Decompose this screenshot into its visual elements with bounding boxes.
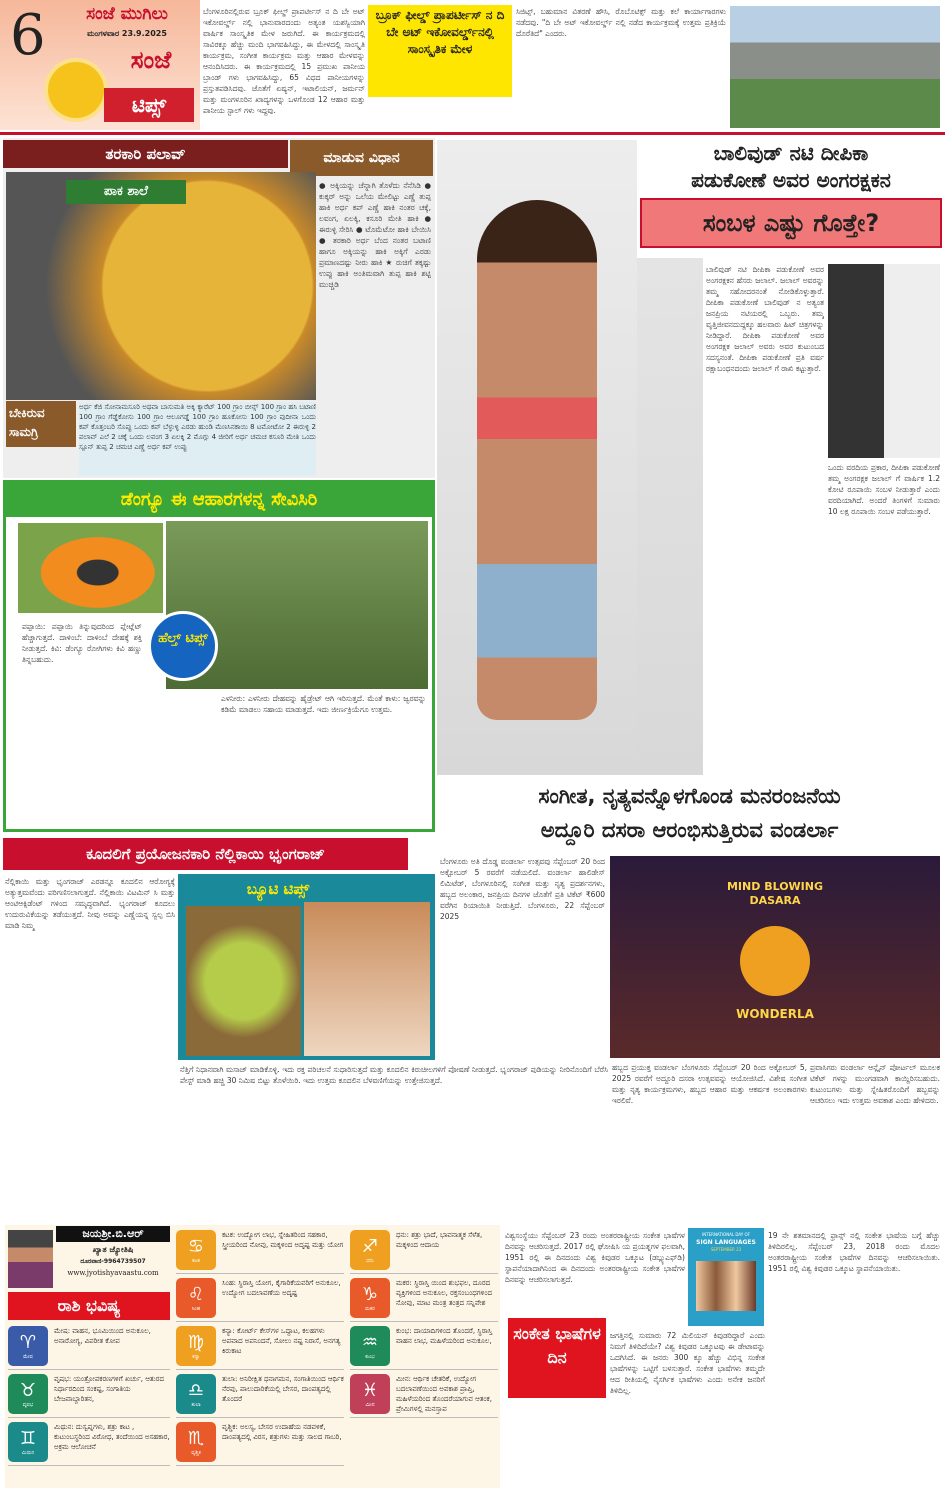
zodiac-icon [350, 1326, 390, 1366]
zodiac-name: ವೃಶ್ಚಿಕ [191, 1449, 201, 1456]
issue-date: ಮಂಗಳವಾರ 23.9.2025 [87, 29, 167, 38]
poster-line-2: SIGN LANGUAGES [696, 1239, 756, 1246]
divider [0, 132, 945, 135]
zodiac-icon [176, 1326, 216, 1366]
dasara-body-1: ಬೆಂಗಳೂರು ಅತಿ ದೊಡ್ಡ ವಂಡರ್ಲಾ ಉತ್ಸವವು ಸೆಪ್ಟೆಂಬರ್ 20 ರಿಂದ ಅಕ್ಟೋಬರ್ 5 ರವರೆಗೆ ನಡೆಯಲಿದೆ. ವಂಡರ್ಲಾ ಹಾಲಿಡೇಸ್ ಲಿಮಿಟೆಡ್, ಬೆಂಗಳೂರಿನಲ್ಲಿ ಸಂಗೀತ ಮತ್ತು ನೃತ್ಯ ಪ್ರದರ್ಶನಗಳು, ಹಬ್ಬದ ಅಲಂಕಾರ, ಜನಪ್ರಿಯ ದಿನಗಳ ಜೊತೆಗೆ ಪ್ರತಿ ಟಿಕೆಟ್ ₹600 ವರೆಗಿನ ರಿಯಾಯಿತಿ ನೀಡುತ್ತಿದೆ. ಬೆಂಗಳೂರು, 22 ಸೆಪ್ಟೆಂಬರ್ 2025 [440, 857, 605, 921]
poster-line-1: INTERNATIONAL DAY OF [702, 1232, 750, 1237]
zodiac-icon [176, 1278, 216, 1318]
rashi-text: ಮಕರ: ಸ್ಥಿರಾಸ್ತಿ ಯಿಂದ ಶುಭಫಲ, ದೂರದ ವ್ಯಕ್ತಿಗಳಿಂದ ಅನುಕೂಲ, ರಕ್ತಸಂಬಂಧಗಳಿಂದ ನೋವು, ಮಾಟ ಮಂತ್ರ ತಂತ್ರದ ಸನ್ನಿವೇಶ [396, 1279, 492, 1307]
zodiac-name: ಕಟಕ [192, 1257, 200, 1264]
rashi-text: ಮೀನ: ಆರ್ಥಿಕ ಚೇತರಿಕೆ, ಉದ್ಯೋಗ ಬದಲಾವಣೆಯಿಂದ ಅವಕಾಶ ಪ್ರಾಪ್ತಿ, ಮಹಿಳೆಯರಿಂದ ತೊಂದರೆಯಾಗುವ ಆತಂಕ, ಪ್ರೇಮಿಗಳಲ್ಲಿ ಮನಸ್ತಾಪ [396, 1375, 492, 1413]
dengue-body-1: ಪಪ್ಪಾಯಿ: ಪಪ್ಪಾಯಿ ತಿನ್ನುವುದರಿಂದ ಪ್ಲೇಟ್ಲೆಟ್ ಹೆಚ್ಚಾಗುತ್ತದೆ. ದಾಳಿಂಬೆ: ದಾಳಿಂಬೆ ದೇಹಕ್ಕೆ ಶಕ್ತಿ ನೀಡುತ್ತದೆ. ಕಿವಿ: ಡೆಂಗ್ಯೂ ರೋಗಿಗಳು ಕಿವಿ ಹಣ್ಣು ತಿನ್ನಬಹುದು. [22, 622, 142, 664]
zodiac-name: ಸಿಂಹ [191, 1305, 201, 1312]
dasara-body-3: ಪ್ರವಾಸಿಗರು ವಂಡರ್ಲಾ ಆನ್ಲೈನ್ ಪೋರ್ಟಲ್ ಮೂಲಕ ಟಿಕೆಟ್ ಗಳನ್ನು ಮುಂಗಡವಾಗಿ ಕಾಯ್ದಿರಿಸಬಹುದು. ಕುಟುಂಬಗಳು ಮತ್ತು ಸ್ನೇಹಿತರೊಂದಿಗೆ ಹಬ್ಬವನ್ನು ಆಚರಿಸಲು ಇದು ಉತ್ತಮ ಅವಕಾಶ ಎಂದು ಹೇಳಿದರು. [810, 1063, 940, 1105]
section-title-2: ಟಿಪ್ಸ್ [104, 88, 194, 122]
zodiac-symbol: ♑ [361, 1283, 379, 1305]
sign-body-2: ಜಗತ್ತಿನಲ್ಲಿ ಸುಮಾರು 72 ಮಿಲಿಯನ್ ಕಿವುಡರಿದ್ದಾರೆ ಎಂದು ನಿಮಗೆ ತಿಳಿದಿದೆಯೇ? ವಿಶ್ವ ಕಿವುಡರ ಒಕ್ಕೂಟವು ಈ ಡೇಟಾವನ್ನು ಒದಗಿಸಿದೆ. ಈ ಜನರು 300 ಕ್ಕೂ ಹೆಚ್ಚು ವಿಭಿನ್ನ ಸಂಕೇತ ಭಾಷೆಗಳನ್ನು ಒಟ್ಟಿಗೆ ಬಳಸುತ್ತಾರೆ. ಸಂಕೇತ ಭಾಷೆಗಳು ತಮ್ಮದೇ ಆದ ರೀತಿಯಲ್ಲಿ ನೈಸರ್ಗಿಕ ಭಾಷೆಗಳು ಎಂದು ಅನೇಕ ಜನರಿಗೆ ತಿಳಿದಿಲ್ಲ. [610, 1331, 765, 1395]
astrologer-photo [8, 1230, 53, 1288]
pulao-photo [6, 172, 316, 400]
papaya-photo [18, 523, 163, 613]
zodiac-name: ಮಿಥುನ [21, 1449, 35, 1456]
brookfield-body-1: ಬೆಂಗಳೂರಿನಲ್ಲಿರುವ ಬ್ರೂಕ್ ಫೀಲ್ಡ್ ಪ್ರಾಪರ್ಟೀಸ್ ನ ದಿ ಬೇ ಅಟ್ ಇಕೋವರ್ಲ್ಡ್ ನಲ್ಲಿ ಭಾನುವಾರದಂದು ಅತ್ಯಂತ ಯಶಸ್ವಿಯಾಗಿ ವಾರ್ಷಿಕ ಸಾಂಸ್ಕೃತಿಕ ಮೇಳ ಜರುಗಿದೆ. ಈ ಕಾರ್ಯಕ್ರಮದಲ್ಲಿ ಸಾವಿರಕ್ಕೂ ಹೆಚ್ಚು ಮಂದಿ ಭಾಗವಹಿಸಿದ್ದು, ಈ ಮೇಳದಲ್ಲಿ ಸಾಂಸ್ಕೃತಿ ಕಾರ್ಯಕ್ರಮ, ಸಂಗೀತ ಕಾರ್ಯಕ್ರಮ ಮತ್ತು ಆಹಾರ ಮೇಳವನ್ನು ಆನಂದಿಸಿದರು. ಈ ಕಾರ್ಯಕ್ರಮದಲ್ಲಿ 15 ಪ್ರಮುಖ ಪಾನೀಯ ಬ್ರಾಂಡ್ ಗಳು ಭಾಗವಹಿಸಿದ್ದು, 65 ವಿಧದ ಪಾನೀಯಗಳನ್ನು ಪ್ರಸ್ತುತಪಡಿಸಿದವು. ಜೊತೆಗೆ ಏಷ್ಯನ್, ಇಟಾಲಿಯನ್, ಜರ್ಮನ್ ಮತ್ತು ಮಂಗಳೂರಿನ ಖಾದ್ಯಗಳನ್ನು ಒಳಗೊಂಡ 12 ಆಹಾರ ಮತ್ತು ಪಾನೀಯ ಸ್ಟಾಲ್ ಗಳು ಇದ್ದವು. [203, 7, 365, 115]
rashi-text: ಕಟಕ: ಉದ್ಯೋಗ ಲಾಭ, ಸ್ನೇಹಿತರಿಂದ ಸಹಕಾರ, ಸ್ತ್ರೀಯರಿಂದ ನೋವು, ಮಕ್ಕಳಿಂದ ಅದೃಷ್ಟ ಮತ್ತು ಯೋಗ [222, 1231, 344, 1249]
zodiac-symbol: ♉ [19, 1379, 37, 1401]
rashi-text: ಕುಂಭ: ದಾಯಾದಿಗಳಿಂದ ತೊಂದರೆ, ಸ್ಥಿರಾಸ್ತಿ ವಾಹನ ಲಾಭ, ಮಹಿಳೆಯರಿಂದ ಅನುಕೂಲ, [396, 1327, 493, 1345]
sign-body-1: ವಿಶ್ವಸಂಸ್ಥೆಯು ಸೆಪ್ಟೆಂಬರ್ 23 ರಂದು ಅಂತರರಾಷ್ಟ್ರೀಯ ಸಂಕೇತ ಭಾಷೆಗಳ ದಿನವನ್ನು ಆಚರಿಸುತ್ತದೆ. 2017 ರಲ್ಲಿ ಘೋಷಿಸಿ ಯ ಪ್ರಯತ್ನಗಳ ಫಲವಾಗಿ, 1951 ರಲ್ಲಿ ಈ ದಿನದಂದು ವಿಶ್ವ ಕಿವುಡರ ಒಕ್ಕೂಟ (ಡಬ್ಲ್ಯುಎಫ್‌ಡಿ) ಸ್ಥಾಪನೆಯಾದಾಗಿನಿಂದ ಈ ದಿನದಂದು ಅಂತರರಾಷ್ಟ್ರೀಯ ಸಂಕೇತ ಭಾಷೆಗಳ ದಿನವನ್ನು ಆಚರಿಸಲಾಗುತ್ತದೆ. [505, 1231, 685, 1284]
hairfall-photo [304, 902, 430, 1056]
zodiac-symbol: ♐ [361, 1235, 379, 1257]
rashi-item [176, 1276, 344, 1322]
rashi-item [350, 1372, 498, 1418]
photo-sign-dasara: MIND BLOWING DASARA [726, 880, 824, 907]
amla-headline: ಕೂದಲಿಗೆ ಪ್ರಯೋಜನಕಾರಿ ನೆಲ್ಲಿಕಾಯಿ ಭೃಂಗರಾಜ್ [3, 838, 408, 870]
rashi-text: ವೃಷಭ: ಯಂತ್ರೋಪಕರಣಗಳಿಗೆ ಖರ್ಚು, ಆತುರದ ನಿರ್ಧಾರದಿಂದ ಸಂಕಷ್ಟ, ಸಂಗಾತಿಯ ಬೇಜವಾಬ್ದಾರಿತನ, [54, 1375, 164, 1403]
rashi-item [176, 1228, 344, 1274]
rashi-item [350, 1228, 498, 1274]
recipe-title: ತರಕಾರಿ ಪಲಾವ್ [3, 140, 288, 168]
deepika-headline-block [640, 140, 942, 248]
deepika-headline-2: ಪಡುಕೋಣೆ ಅವರ ಅಂಗರಕ್ಷಕನ [691, 168, 891, 192]
amla-photo [186, 906, 301, 1056]
zodiac-name: ಕನ್ಯಾ [192, 1353, 200, 1360]
dasara-headline-1: ಸಂಗೀತ, ನೃತ್ಯವನ್ನೊಳಗೊಂಡ ಮನರಂಜನೆಯ [538, 784, 841, 808]
zodiac-symbol: ♈ [19, 1331, 37, 1353]
zodiac-name: ವೃಷಭ [22, 1401, 34, 1408]
rashi-text: ತುಲಾ: ಅನಿರೀಕ್ಷಿತ ಧನಾಗಮನ, ಸಂಗಾತಿಯಿಂದ ಆರ್ಥಿಕ ನೆರವು, ಪಾಲುದಾರಿಕೆಯಲ್ಲಿ ಬೇಸರ, ದಾಂಪತ್ಯದಲ್ಲಿ ತೊಂದರೆ [222, 1375, 344, 1403]
rashi-column [8, 1324, 170, 1466]
rashi-column [350, 1228, 498, 1418]
sign-headline: ಸಂಕೇತ ಭಾಷೆಗಳ ದಿನ [508, 1318, 606, 1398]
rashi-item [176, 1372, 344, 1418]
dasara-headline-2: ಅದ್ದೂರಿ ದಸರಾ ಆರಂಭಿಸುತ್ತಿರುವ ವಂಡರ್ಲಾ [540, 818, 839, 842]
zodiac-name: ತುಲಾ [191, 1401, 201, 1408]
rashi-title: ರಾಶಿ ಭವಿಷ್ಯ [8, 1292, 170, 1320]
zodiac-name: ಮಕರ [365, 1305, 375, 1312]
rashi-item [176, 1420, 344, 1466]
zodiac-name: ಧನು [366, 1257, 374, 1264]
rashi-item [176, 1324, 344, 1370]
astrologer-info [56, 1226, 170, 1279]
rashi-text: ಮಿಥುನ: ದುಸ್ವಪ್ನಗಳು, ಶತ್ರು ಕಾಟ , ಕುಟುಂಬಸ್ಥರಿಂದ ವಿರೋಧ, ತಂದೆಯಿಂದ ಅಸಹಕಾರ, ಅಕ್ರಮ ಆಲೋಚನೆ [54, 1423, 170, 1451]
zodiac-symbol: ♓ [361, 1379, 379, 1401]
method-title: ಮಾಡುವ ವಿಧಾನ [290, 140, 433, 176]
zodiac-icon [350, 1278, 390, 1318]
zodiac-symbol: ♌ [187, 1283, 205, 1305]
astrologer-website: www.jyotishyavaastu.com [67, 1269, 159, 1277]
deepika-photo [437, 140, 637, 775]
brookfield-headline: ಬ್ರೂಕ್ ಫೀಲ್ಡ್ ಪ್ರಾಪರ್ಟೀಸ್ ನ ದಿ ಬೇ ಅಟ್ ಇಕೋವರ್ಲ್ಡ್‌ನಲ್ಲಿ ಸಾಂಸ್ಕೃತಿಕ ಮೇಳ [368, 5, 512, 97]
zodiac-icon [350, 1374, 390, 1414]
deepika-body-2: ಒಂದು ವರದಿಯ ಪ್ರಕಾರ, ದೀಪಿಕಾ ಪಡುಕೋಣೆ ತಮ್ಮ ಅಂಗರಕ್ಷಕ ಜಲಾಲ್ ಗೆ ವಾರ್ಷಿಕ 1.2 ಕೋಟಿ ರೂಪಾಯಿ ಸಂಬಳ ನೀಡುತ್ತಾರೆ ಎಂದು ವರದಿಯಾಗಿದೆ. ಅಂದರೆ ತಿಂಗಳಿಗೆ ಸುಮಾರು 10 ಲಕ್ಷ ರೂಪಾಯಿ ಸಂಬಳ ಪಡೆಯುತ್ತಾರೆ. [828, 463, 940, 516]
zodiac-symbol: ♊ [19, 1427, 37, 1449]
masthead-title-block [56, 3, 198, 40]
recipe-section-label: ಪಾಕ ಶಾಲೆ [66, 180, 186, 204]
dasara-body-2: ಹಬ್ಬದ ಪ್ರಯುಕ್ತ ವಂಡರ್ಲಾ ಬೆಂಗಳೂರು ಸೆಪ್ಟೆಂಬರ್ 20 ರಿಂದ ಅಕ್ಟೋಬರ್ 5, 2025 ರವರೆಗೆ ಅದ್ದೂರಿ ದಸರಾ ಉತ್ಸವವನ್ನು ಆಯೋಜಿಸಿದೆ. ವಿಶೇಷ ಸಂಗೀತ ಮತ್ತು ನೃತ್ಯ ಕಾರ್ಯಕ್ರಮಗಳು, ಹಬ್ಬದ ಆಹಾರ ಮತ್ತು ಆಕರ್ಷಕ ಅಲಂಕಾರಗಳು ಇರಲಿವೆ. [612, 1063, 807, 1105]
sign-poster [688, 1228, 764, 1326]
brookfield-photo [730, 6, 940, 128]
rashi-item [350, 1276, 498, 1322]
sign-body-3: 19 ನೇ ಶತಮಾನದಲ್ಲಿ ಫ್ರಾನ್ಸ್ ನಲ್ಲಿ ಸಂಕೇತ ಭಾಷೆಯ ಬಗ್ಗೆ ಹೆಚ್ಚು ತಿಳಿದಿರಲಿಲ್ಲ. ಸೆಪ್ಟೆಂಬರ್ 23, 2018 ರಂದು ಮೊದಲ ಅಂತರರಾಷ್ಟ್ರೀಯ ಸಂಕೇತ ಭಾಷೆಗಳ ದಿನವನ್ನು ಆಚರಿಸಲಾಯಿತು. 1951 ರಲ್ಲಿ ವಿಶ್ವ ಕಿವುಡರ ಒಕ್ಕೂಟ ಸ್ಥಾಪನೆಯಾಯಿತು. [768, 1231, 940, 1273]
astrologer-name: ಜಯಶ್ರೀ.ಬಿ.ಆರ್ [56, 1226, 170, 1242]
deepika-photo-lower [637, 258, 703, 775]
rashi-text: ಧನು: ಶತ್ರು ಭಾದೆ, ಭಾವನಾತ್ಮಕ ಸೆಳೆತ, ಮಕ್ಕಳಿಂದ ಆದಾಯ [396, 1231, 483, 1249]
dasara-headline-block [437, 779, 942, 847]
deepika-bodyguard-photo [828, 264, 940, 458]
paper-name: ಸಂಜೆ ಮುಗಿಲು [86, 4, 168, 24]
bulb-icon [48, 62, 104, 118]
rashi-item [8, 1324, 170, 1370]
section-title-1: ಸಂಜೆ [130, 46, 172, 74]
rashi-text: ಮೇಷ: ವಾಹನ, ಭೂಮಿಯಿಂದ ಅನುಕೂಲ, ಅನಾರೋಗ್ಯ, ವಿಪರೀತ ಕೋಪ [54, 1327, 151, 1345]
zodiac-icon [176, 1374, 216, 1414]
deepika-body-1: ಬಾಲಿವುಡ್ ನಟಿ ದೀಪಿಕಾ ಪಡುಕೋಣೆ ಅವರ ಅಂಗರಕ್ಷಕನ ಹೆಸರು ಜಲಾಲ್. ಜಲಾಲ್ ಅವರನ್ನು ತಮ್ಮ ಸಹೋದರನಂತೆ ನೋಡಿಕೊಳ್ಳುತ್ತಾರೆ. ದೀಪಿಕಾ ಪಡುಕೋಣೆ ಬಾಲಿವುಡ್ ನ ಅತ್ಯಂತ ಜನಪ್ರಿಯ ನಟಿಯರಲ್ಲಿ ಒಬ್ಬರು. ತಮ್ಮ ವೃತ್ತಿಜೀವನದುದ್ದಕ್ಕೂ ಹಲವಾರು ಹಿಟ್ ಚಿತ್ರಗಳನ್ನು ನೀಡಿದ್ದಾರೆ. ದೀಪಿಕಾ ಪಡುಕೋಣೆ ಅವರ ಅಂಗರಕ್ಷಕ ಜಲಾಲ್ ಅವರು ಅವರ ಕುಟುಂಬದ ಸದಸ್ಯನಂತೆ. ದೀಪಿಕಾ ಪಡುಕೋಣೆ ಪ್ರತಿ ವರ್ಷ ರಕ್ಷಾಬಂಧನದಂದು ಜಲಾಲ್ ಗೆ ರಾಖಿ ಕಟ್ಟುತ್ತಾರೆ. [706, 265, 824, 373]
photo-sign-wonderla: WONDERLA [736, 1007, 814, 1021]
ingredients-text: ಅರ್ಧ ಕೆಜಿ ಸೋನಾಮಸೂರಿ ಅಥವಾ ಬಾಸುಮತಿ ಅಕ್ಕಿ ಕ್ಯಾರೆಟ್ 100 ಗ್ರಾಂ ಬೀನ್ಸ್ 100 ಗ್ರಾಂ ಹಸಿ ಬಟಾಣಿ 100 ಗ್ರಾಂ ಗೆಡ್ಡೆಕೋಸು 100 ಗ್ರಾಂ ಆಲೂಗಡ್ಡೆ 100 ಗ್ರಾಂ ಹೂಕೋಸು 100 ಗ್ರಾಂ ಪುದೀನಾ ಒಂದು ಕಪ್ ಕೊತ್ತಂಬರಿ ಸೊಪ್ಪು ಒಂದು ಕಪ್ ಬೆಳ್ಳುಳ್ಳಿ ಎರಡು ಹುಂಡಿ ಮೆಣಸಿನಕಾಯಿ 8 ಟಮೋಟೋ 2 ಈರುಳ್ಳಿ 2 ಪಲಾವ್ ಎಲೆ 2 ಚಕ್ಕೆ ಒಂದು ಲವಂಗ 3 ಏಲಕ್ಕಿ 2 ಮೊಗ್ಗು 4 ಜೀರಿಗೆ ಅರ್ಧ ಚಮಚ ಕಸೂರಿ ಮೇತಿ ಒಂದು ಸ್ಪೂನ್ ತುಪ್ಪ 2 ಚಮಚ ಎಣ್ಣೆ ಅರ್ಧ ಕಪ್ ಉಪ್ಪು [79, 402, 316, 476]
method-text: ● ಅಕ್ಕಿಯನ್ನು ಚೆನ್ನಾಗಿ ತೊಳೆದು ನೆನೆಸಿಡಿ ● ಕುಕ್ಕರ್ ಅನ್ನು ಒಲೆಯ ಮೇಲಿಟ್ಟು ಎಣ್ಣೆ ತುಪ್ಪ ಹಾಕಿ ಅರ್ಧ ಕಪ್ ಎಣ್ಣೆ ಹಾಕಿ ನಂತರ ಚಕ್ಕೆ, ಲವಂಗ, ಏಲಕ್ಕಿ, ಕಸೂರಿ ಮೇತಿ ಹಾಕಿ ● ಈರುಳ್ಳಿ ಸೇರಿಸಿ ● ಟೊಮೆಟೋ ಹಾಕಿ ಬೇಯಿಸಿ ● ತರಕಾರಿ ಅರ್ಧ ಬೆಂದ ನಂತರ ಬಟಾಣಿ ಹಾಗೂ ಅಕ್ಕಿಯನ್ನು ಹಾಕಿ ಅಕ್ಕಿಗೆ ಎರಡು ಪ್ರಮಾಣದಷ್ಟು ನೀರು ಹಾಕಿ ★ ರುಚಿಗೆ ತಕ್ಕಷ್ಟು ಉಪ್ಪು ಹಾಕಿ ಅಂತಿಮವಾಗಿ ತುಪ್ಪ ಹಾಕಿ ಶಟ್ಟಿ ಮುಚ್ಚಿಡಿ [319, 181, 431, 289]
recipe-section [3, 138, 435, 478]
zodiac-symbol: ♎ [187, 1379, 205, 1401]
rashi-column [176, 1228, 344, 1466]
zodiac-symbol: ♍ [187, 1331, 205, 1353]
zodiac-icon [350, 1230, 390, 1270]
astrologer-phone: ದೂರವಾಣಿ-9964739507 [80, 1258, 146, 1265]
zodiac-name: ಕುಂಭ [365, 1353, 375, 1360]
rashi-text: ವೃಶ್ಚಿಕ: ಅಲಸ್ಯ, ಬೇಸರ ಉದಾಹೆಯ ನಡವಳಿಕೆ, ದಾಂಪತ್ಯದಲ್ಲಿ ವಿರಸ, ಶತ್ರುಗಳು ಮತ್ತು ಸಾಲದ ಗಾಬರಿ, [222, 1423, 342, 1441]
zodiac-symbol: ♋ [187, 1235, 205, 1257]
page-number: 6 [10, 3, 46, 68]
rashi-item [8, 1420, 170, 1466]
masthead [0, 0, 200, 130]
zodiac-icon [8, 1422, 48, 1462]
wonderla-photo [610, 856, 940, 1058]
rashi-item [350, 1324, 498, 1370]
figure [477, 200, 597, 720]
zodiac-name: ಮೇಷ [23, 1353, 33, 1360]
rashi-text: ಸಿಂಹ: ಸ್ಥಿರಾಸ್ತಿ ಯೋಗ, ಕೈಗಾರಿಕೆಯವರಿಗೆ ಅನುಕೂಲ, ಉದ್ಯೋಗ ಬದಲಾವಣೆಯ ಅದೃಷ್ಟ [222, 1279, 341, 1297]
rashi-text: ಕನ್ಯಾ: ಕೋರ್ಟ್ ಕೇಸ್‌ಗಳ ಒದ್ದಾಟ, ಕಲಹಗಳು ಅಪವಾದ ಅಪನಿಂದನೆ, ಸೋಲು ನಷ್ಟ ನಿರಾಸೆ, ಅನಗತ್ಯ ಕಿರುಕಾಟ [222, 1327, 341, 1355]
zodiac-icon [8, 1326, 48, 1366]
ingredients-title: ಬೇಕಿರುವ ಸಾಮಗ್ರಿ [6, 401, 76, 447]
zodiac-symbol: ♏ [187, 1427, 205, 1449]
beauty-tips-panel [178, 874, 435, 1060]
zodiac-symbol: ♒ [361, 1331, 379, 1353]
dengue-section [3, 480, 435, 832]
zodiac-icon [176, 1422, 216, 1462]
amla-body-1: ನೆಲ್ಲಿಕಾಯಿ ಮತ್ತು ಭೃಂಗರಾಜ್ ಎರಡನ್ನೂ ಕೂದಲಿನ ಆರೋಗ್ಯಕ್ಕೆ ಅತ್ಯುತ್ತಮವೆಂದು ಪರಿಗಣಿಸಲಾಗುತ್ತದೆ. ನೆಲ್ಲಿಕಾಯಿ ವಿಟಮಿನ್ ಸಿ ಮತ್ತು ಆಂಟಿಆಕ್ಸಿಡೆಂಟ್ ಗಳಿಂದ ಸಮೃದ್ಧವಾಗಿದೆ. ಭೃಂಗರಾಜ್ ಕೂದಲು ಉದುರುವಿಕೆಯನ್ನು ತಡೆಯುತ್ತದೆ. ನೀವು ಅವನ್ನು ಎಣ್ಣೆಯನ್ನ ಸ್ವಲ್ಪ ಬಿಸಿ ಮಾಡಿ ನಿಮ್ಮ [5, 877, 175, 930]
astrologer-title: ಖ್ಯಾತ ಜ್ಯೋತಿಷಿ [92, 1245, 134, 1254]
deepika-headline-1: ಬಾಲಿವುಡ್ ನಟಿ ದೀಪಿಕಾ [713, 141, 869, 165]
hands-illustration [696, 1261, 756, 1311]
beauty-tips-badge: ಬ್ಯೂಟಿ ಟಿಪ್ಸ್ [246, 880, 310, 898]
zodiac-name: ಮೀನ [365, 1401, 375, 1408]
poster-line-3: SEPTEMBER 23 [710, 1247, 742, 1252]
deepika-headline-3: ಸಂಬಳ ಎಷ್ಟು ಗೊತ್ತೇ? [640, 198, 942, 248]
mask-face [740, 926, 810, 996]
dengue-body-2: ಎಳನೀರು: ಎಳನೀರು ದೇಹವನ್ನು ಹೈಡ್ರೇಟ್ ಆಗಿ ಇರಿಸುತ್ತದೆ. ಮೆಂತೆ ಕಾಳು: ಜ್ವರವನ್ನು ಕಡಿಮೆ ಮಾಡಲು ಸಹಾಯ ಮಾಡುತ್ತದೆ. ಇದು ಜೀರ್ಣಕ್ರಿಯೆಗೂ ಉತ್ತಮ. [221, 694, 426, 714]
zodiac-icon [176, 1230, 216, 1270]
rashi-item [8, 1372, 170, 1418]
zodiac-icon [8, 1374, 48, 1414]
brookfield-body-2: ಸಿಜಿಟ್ಸ್, ಬಹುಮಾನ ವಿತರಣೆ ಹೌಸಿ, ರೊಬೊಟಿಕ್ಸ್ ಮತ್ತು ಕಲೆ ಕಾರ್ಯಾಗಾರಗಳು ನಡೆದವು. "ದಿ ಬೇ ಅಟ್ ಇಕೋವರ್ಲ್ಡ್ ನಲ್ಲಿ ನಡೆದ ಕಾರ್ಯಕ್ರಮಕ್ಕೆ ಉತ್ತಮ ಪ್ರತಿಕ್ರಿಯೆ ದೊರೆತಿದೆ" ಎಂದರು. [516, 7, 726, 38]
dengue-headline: ಡೆಂಗ್ಯೂ ಈ ಆಹಾರಗಳನ್ನ ಸೇವಿಸಿರಿ [6, 483, 432, 517]
amla-body-2: ನೆತ್ತಿಗೆ ನಿಧಾನವಾಗಿ ಮಸಾಜ್ ಮಾಡಿಕೊಳ್ಳಿ. ಇದು ರಕ್ತ ಪರಿಚಲನೆ ಸುಧಾರಿಸುತ್ತದೆ ಮತ್ತು ಕೂದಲಿನ ಕಿರುಚೀಲಗಳಿಗೆ ಪೋಷಣೆ ನೀಡುತ್ತದೆ. ಭೃಂಗರಾಜ್ ಪುಡಿಯನ್ನು ನೀರಿನೊಂದಿಗೆ ಬೆರೆಸಿ ಪೇಸ್ಟ್ ಮಾಡಿ ಹಚ್ಚಿ 30 ನಿಮಿಷ ಬಿಟ್ಟು ತೊಳೆಯಿರಿ. ಇದು ಉತ್ತಮ ಕೂದಲಿನ ಬೆಳವಣಿಗೆಯನ್ನು ಉತ್ತೇಜಿಸುತ್ತದೆ. [180, 1065, 608, 1085]
health-tips-badge: ಹೆಲ್ತ್ ಟಿಪ್ಸ್ [148, 611, 218, 681]
